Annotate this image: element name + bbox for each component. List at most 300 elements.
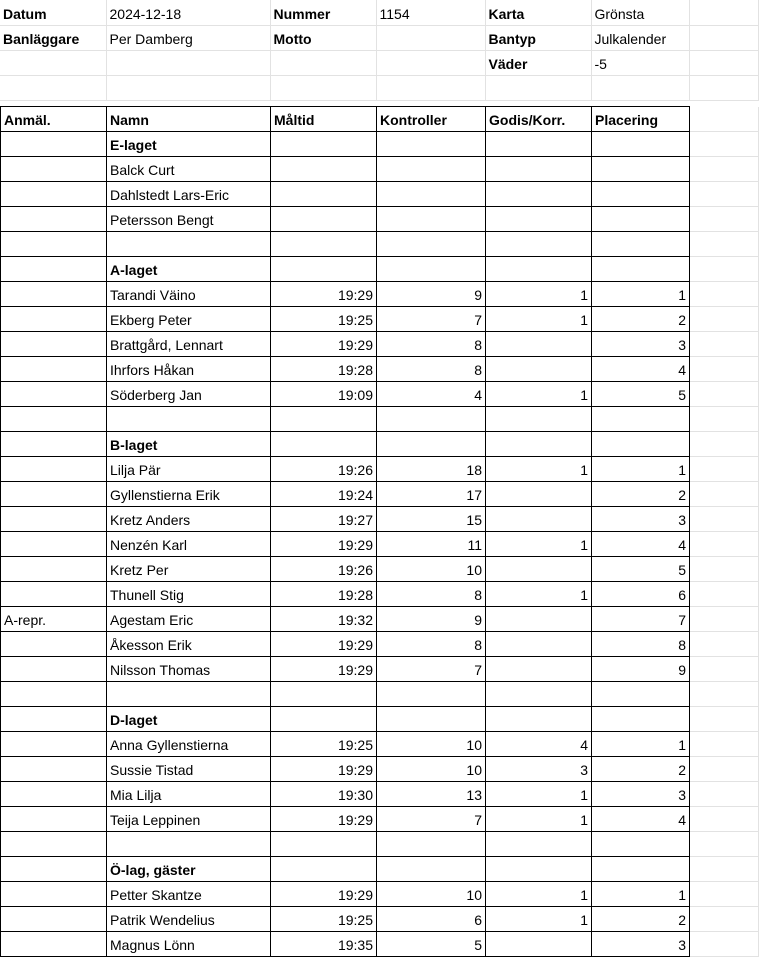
godis-cell[interactable]: 1 (486, 307, 592, 332)
namn-cell[interactable]: Anna Gyllenstierna (107, 732, 271, 757)
maltid-cell[interactable] (271, 857, 377, 882)
maltid-cell[interactable] (271, 707, 377, 732)
godis-cell[interactable]: 1 (486, 457, 592, 482)
namn-cell[interactable] (107, 682, 271, 707)
empty-cell[interactable] (690, 482, 759, 507)
godis-cell[interactable] (486, 557, 592, 582)
table-row (1, 907, 759, 932)
maltid-cell[interactable] (271, 257, 377, 282)
table-row (1, 807, 759, 832)
namn-cell[interactable]: Mia Lilja (107, 782, 271, 807)
table-row (1, 832, 759, 857)
empty-cell[interactable] (376, 75, 485, 100)
namn-cell[interactable]: Dahlstedt Lars-Eric (107, 182, 271, 207)
empty-cell[interactable] (690, 207, 759, 232)
kontroller-cell[interactable]: 7 (377, 307, 486, 332)
namn-cell[interactable]: Agestam Eric (107, 607, 271, 632)
anmal-cell[interactable] (1, 907, 107, 932)
vader-label[interactable]: Väder (485, 50, 591, 75)
empty-cell[interactable] (690, 182, 759, 207)
anmal-cell[interactable] (1, 782, 107, 807)
namn-cell[interactable]: D-laget (107, 707, 271, 732)
namn-cell[interactable]: Petersson Bengt (107, 207, 271, 232)
placering-cell[interactable]: 2 (592, 482, 690, 507)
kontroller-cell[interactable]: 8 (377, 332, 486, 357)
karta-label[interactable]: Karta (485, 0, 591, 25)
maltid-cell[interactable]: 19:30 (271, 782, 377, 807)
empty-cell[interactable] (690, 857, 759, 882)
kontroller-cell[interactable]: 10 (377, 557, 486, 582)
maltid-cell[interactable] (271, 432, 377, 457)
empty-cell[interactable] (689, 75, 758, 100)
empty-cell[interactable] (690, 632, 759, 657)
empty-cell[interactable] (690, 507, 759, 532)
column-header-namn[interactable]: Namn (107, 107, 271, 132)
godis-cell[interactable] (486, 607, 592, 632)
kontroller-cell[interactable] (377, 707, 486, 732)
anmal-cell[interactable] (1, 182, 107, 207)
kontroller-cell[interactable]: 9 (377, 282, 486, 307)
kontroller-cell[interactable]: 8 (377, 582, 486, 607)
godis-cell[interactable] (486, 157, 592, 182)
anmal-cell[interactable] (1, 882, 107, 907)
kontroller-cell[interactable]: 9 (377, 607, 486, 632)
kontroller-cell[interactable]: 6 (377, 907, 486, 932)
column-header-maltid[interactable]: Måltid (271, 107, 377, 132)
empty-cell[interactable] (690, 582, 759, 607)
anmal-cell[interactable] (1, 532, 107, 557)
table-row (1, 257, 759, 282)
maltid-cell[interactable]: 19:29 (271, 657, 377, 682)
table-row (1, 682, 759, 707)
maltid-cell[interactable]: 19:25 (271, 907, 377, 932)
namn-cell[interactable]: Brattgård, Lennart (107, 332, 271, 357)
table-row (1, 432, 759, 457)
maltid-cell[interactable]: 19:29 (271, 282, 377, 307)
namn-cell[interactable]: E-laget (107, 132, 271, 157)
empty-cell[interactable] (690, 832, 759, 857)
kontroller-cell[interactable] (377, 432, 486, 457)
placering-cell[interactable] (592, 157, 690, 182)
table-row (1, 882, 759, 907)
placering-cell[interactable] (592, 182, 690, 207)
godis-cell[interactable] (486, 932, 592, 957)
empty-cell[interactable] (690, 282, 759, 307)
placering-cell[interactable] (592, 832, 690, 857)
godis-cell[interactable]: 1 (486, 907, 592, 932)
placering-cell[interactable]: 3 (592, 507, 690, 532)
kontroller-cell[interactable]: 10 (377, 757, 486, 782)
empty-cell[interactable] (690, 407, 759, 432)
anmal-cell[interactable] (1, 307, 107, 332)
namn-cell[interactable]: Balck Curt (107, 157, 271, 182)
placering-cell[interactable]: 3 (592, 332, 690, 357)
maltid-cell[interactable]: 19:26 (271, 457, 377, 482)
kontroller-cell[interactable] (377, 182, 486, 207)
anmal-cell[interactable] (1, 482, 107, 507)
placering-cell[interactable] (592, 257, 690, 282)
empty-cell[interactable] (689, 25, 758, 50)
table-row (1, 382, 759, 407)
empty-cell[interactable] (690, 757, 759, 782)
maltid-cell[interactable]: 19:26 (271, 557, 377, 582)
banlaggare-value[interactable]: Per Damberg (106, 25, 270, 50)
maltid-cell[interactable]: 19:35 (271, 932, 377, 957)
maltid-cell[interactable]: 19:29 (271, 882, 377, 907)
godis-cell[interactable] (486, 332, 592, 357)
column-header-placering[interactable]: Placering (592, 107, 690, 132)
empty-cell[interactable] (690, 232, 759, 257)
kontroller-cell[interactable] (377, 857, 486, 882)
namn-cell[interactable]: Magnus Lönn (107, 932, 271, 957)
anmal-cell[interactable] (1, 207, 107, 232)
table-row (1, 532, 759, 557)
empty-cell[interactable] (0, 50, 106, 75)
godis-cell[interactable] (486, 857, 592, 882)
table-row (1, 407, 759, 432)
maltid-cell[interactable]: 19:28 (271, 582, 377, 607)
kontroller-cell[interactable] (377, 832, 486, 857)
empty-cell[interactable] (690, 357, 759, 382)
maltid-cell[interactable]: 19:25 (271, 307, 377, 332)
godis-cell[interactable] (486, 682, 592, 707)
kontroller-cell[interactable] (377, 682, 486, 707)
namn-cell[interactable] (107, 832, 271, 857)
placering-cell[interactable]: 1 (592, 457, 690, 482)
kontroller-cell[interactable]: 7 (377, 657, 486, 682)
placering-cell[interactable] (592, 682, 690, 707)
empty-cell[interactable] (690, 607, 759, 632)
godis-cell[interactable]: 1 (486, 282, 592, 307)
namn-cell[interactable]: Kretz Per (107, 557, 271, 582)
table-row (1, 132, 759, 157)
placering-cell[interactable]: 8 (592, 632, 690, 657)
table-row (1, 932, 759, 957)
empty-cell[interactable] (690, 882, 759, 907)
kontroller-cell[interactable] (377, 257, 486, 282)
karta-value[interactable]: Grönsta (591, 0, 689, 25)
placering-cell[interactable]: 1 (592, 732, 690, 757)
namn-cell[interactable]: Nilsson Thomas (107, 657, 271, 682)
table-row (1, 632, 759, 657)
kontroller-cell[interactable]: 10 (377, 732, 486, 757)
column-header-anmal[interactable]: Anmäl. (1, 107, 107, 132)
placering-cell[interactable]: 3 (592, 932, 690, 957)
empty-cell[interactable] (270, 50, 376, 75)
empty-cell[interactable] (690, 657, 759, 682)
kontroller-cell[interactable] (377, 157, 486, 182)
table-row (1, 507, 759, 532)
godis-cell[interactable] (486, 707, 592, 732)
namn-cell[interactable] (107, 232, 271, 257)
table-row (1, 557, 759, 582)
bantyp-label[interactable]: Bantyp (485, 25, 591, 50)
namn-cell[interactable]: B-laget (107, 432, 271, 457)
placering-cell[interactable]: 5 (592, 382, 690, 407)
maltid-cell[interactable] (271, 157, 377, 182)
empty-cell[interactable] (690, 457, 759, 482)
anmal-cell[interactable] (1, 582, 107, 607)
empty-cell[interactable] (106, 75, 270, 100)
table-row (1, 482, 759, 507)
placering-cell[interactable]: 3 (592, 782, 690, 807)
namn-cell[interactable]: Åkesson Erik (107, 632, 271, 657)
maltid-cell[interactable] (271, 232, 377, 257)
godis-cell[interactable]: 1 (486, 807, 592, 832)
table-row (1, 732, 759, 757)
namn-cell[interactable]: Ekberg Peter (107, 307, 271, 332)
namn-cell[interactable]: Gyllenstierna Erik (107, 482, 271, 507)
placering-cell[interactable] (592, 207, 690, 232)
namn-cell[interactable]: Tarandi Väino (107, 282, 271, 307)
placering-cell[interactable]: 4 (592, 357, 690, 382)
empty-cell[interactable] (690, 432, 759, 457)
anmal-cell[interactable] (1, 357, 107, 382)
placering-cell[interactable] (592, 432, 690, 457)
maltid-cell[interactable]: 19:09 (271, 382, 377, 407)
empty-cell[interactable] (690, 332, 759, 357)
godis-cell[interactable] (486, 432, 592, 457)
empty-cell[interactable] (690, 807, 759, 832)
godis-cell[interactable]: 4 (486, 732, 592, 757)
maltid-cell[interactable]: 19:29 (271, 532, 377, 557)
datum-label[interactable]: Datum (0, 0, 106, 25)
column-header-godis[interactable]: Godis/Korr. (486, 107, 592, 132)
maltid-cell[interactable]: 19:24 (271, 482, 377, 507)
empty-cell[interactable] (690, 257, 759, 282)
table-row (1, 282, 759, 307)
namn-cell[interactable]: Lilja Pär (107, 457, 271, 482)
empty-cell[interactable] (690, 682, 759, 707)
maltid-cell[interactable]: 19:27 (271, 507, 377, 532)
kontroller-cell[interactable]: 11 (377, 532, 486, 557)
motto-label[interactable]: Motto (270, 25, 376, 50)
table-row (1, 182, 759, 207)
anmal-cell[interactable] (1, 832, 107, 857)
kontroller-cell[interactable]: 13 (377, 782, 486, 807)
empty-cell[interactable] (690, 157, 759, 182)
kontroller-cell[interactable] (377, 232, 486, 257)
motto-value[interactable] (376, 25, 485, 50)
kontroller-cell[interactable]: 8 (377, 357, 486, 382)
anmal-cell[interactable] (1, 407, 107, 432)
empty-cell[interactable] (690, 107, 759, 132)
kontroller-cell[interactable] (377, 207, 486, 232)
namn-cell[interactable]: Patrik Wendelius (107, 907, 271, 932)
godis-cell[interactable] (486, 657, 592, 682)
namn-cell[interactable]: Söderberg Jan (107, 382, 271, 407)
godis-cell[interactable] (486, 632, 592, 657)
godis-cell[interactable] (486, 232, 592, 257)
anmal-cell[interactable] (1, 932, 107, 957)
namn-cell[interactable]: Nenzén Karl (107, 532, 271, 557)
placering-cell[interactable]: 6 (592, 582, 690, 607)
table-row (1, 582, 759, 607)
empty-cell[interactable] (376, 50, 485, 75)
empty-cell[interactable] (690, 907, 759, 932)
table-row (1, 332, 759, 357)
namn-cell[interactable]: Kretz Anders (107, 507, 271, 532)
placering-cell[interactable]: 4 (592, 532, 690, 557)
placering-cell[interactable]: 4 (592, 807, 690, 832)
vader-value[interactable]: -5 (591, 50, 689, 75)
anmal-cell[interactable] (1, 657, 107, 682)
godis-cell[interactable]: 1 (486, 382, 592, 407)
anmal-cell[interactable] (1, 757, 107, 782)
kontroller-cell[interactable]: 17 (377, 482, 486, 507)
namn-cell[interactable] (107, 407, 271, 432)
empty-cell[interactable] (690, 132, 759, 157)
namn-cell[interactable]: Petter Skantze (107, 882, 271, 907)
namn-cell[interactable]: Sussie Tistad (107, 757, 271, 782)
maltid-cell[interactable] (271, 832, 377, 857)
godis-cell[interactable] (486, 132, 592, 157)
placering-cell[interactable] (592, 707, 690, 732)
maltid-cell[interactable] (271, 132, 377, 157)
namn-cell[interactable]: Thunell Stig (107, 582, 271, 607)
table-row (1, 657, 759, 682)
table-row (1, 357, 759, 382)
namn-cell[interactable]: A-laget (107, 257, 271, 282)
maltid-cell[interactable]: 19:29 (271, 757, 377, 782)
table-row (1, 457, 759, 482)
godis-cell[interactable]: 1 (486, 782, 592, 807)
anmal-cell[interactable] (1, 332, 107, 357)
table-row (1, 707, 759, 732)
placering-cell[interactable]: 1 (592, 282, 690, 307)
godis-cell[interactable] (486, 832, 592, 857)
godis-cell[interactable] (486, 257, 592, 282)
anmal-cell[interactable] (1, 132, 107, 157)
anmal-cell[interactable] (1, 682, 107, 707)
godis-cell[interactable]: 1 (486, 882, 592, 907)
maltid-cell[interactable]: 19:28 (271, 357, 377, 382)
anmal-cell[interactable] (1, 732, 107, 757)
placering-cell[interactable]: 2 (592, 907, 690, 932)
empty-cell[interactable] (690, 532, 759, 557)
anmal-cell[interactable] (1, 807, 107, 832)
namn-cell[interactable]: Teija Leppinen (107, 807, 271, 832)
placering-cell[interactable]: 2 (592, 757, 690, 782)
empty-cell[interactable] (689, 50, 758, 75)
kontroller-cell[interactable] (377, 407, 486, 432)
placering-cell[interactable] (592, 232, 690, 257)
anmal-cell[interactable] (1, 282, 107, 307)
namn-cell[interactable]: Ihrfors Håkan (107, 357, 271, 382)
empty-cell[interactable] (689, 0, 758, 25)
anmal-cell[interactable] (1, 632, 107, 657)
kontroller-cell[interactable]: 7 (377, 807, 486, 832)
anmal-cell[interactable]: A-repr. (1, 607, 107, 632)
maltid-cell[interactable] (271, 407, 377, 432)
bantyp-value[interactable]: Julkalender (591, 25, 689, 50)
empty-cell[interactable] (690, 557, 759, 582)
empty-cell[interactable] (591, 75, 689, 100)
empty-cell[interactable] (690, 732, 759, 757)
kontroller-cell[interactable]: 18 (377, 457, 486, 482)
empty-cell[interactable] (690, 307, 759, 332)
godis-cell[interactable]: 3 (486, 757, 592, 782)
anmal-cell[interactable] (1, 382, 107, 407)
placering-cell[interactable]: 1 (592, 882, 690, 907)
kontroller-cell[interactable] (377, 132, 486, 157)
godis-cell[interactable]: 1 (486, 582, 592, 607)
anmal-cell[interactable] (1, 707, 107, 732)
placering-cell[interactable]: 2 (592, 307, 690, 332)
nummer-label[interactable]: Nummer (270, 0, 376, 25)
anmal-cell[interactable] (1, 232, 107, 257)
placering-cell[interactable]: 7 (592, 607, 690, 632)
maltid-cell[interactable] (271, 182, 377, 207)
anmal-cell[interactable] (1, 507, 107, 532)
placering-cell[interactable]: 9 (592, 657, 690, 682)
godis-cell[interactable] (486, 482, 592, 507)
empty-cell[interactable] (0, 75, 106, 100)
kontroller-cell[interactable]: 8 (377, 632, 486, 657)
kontroller-cell[interactable]: 10 (377, 882, 486, 907)
empty-cell[interactable] (106, 50, 270, 75)
placering-cell[interactable]: 5 (592, 557, 690, 582)
placering-cell[interactable] (592, 407, 690, 432)
maltid-cell[interactable] (271, 207, 377, 232)
kontroller-cell[interactable]: 4 (377, 382, 486, 407)
nummer-value[interactable]: 1154 (376, 0, 485, 25)
anmal-cell[interactable] (1, 457, 107, 482)
godis-cell[interactable] (486, 407, 592, 432)
table-row (1, 307, 759, 332)
kontroller-cell[interactable]: 15 (377, 507, 486, 532)
godis-cell[interactable] (486, 207, 592, 232)
godis-cell[interactable] (486, 507, 592, 532)
column-header-kontroller[interactable]: Kontroller (377, 107, 486, 132)
banlaggare-label[interactable]: Banläggare (0, 25, 106, 50)
placering-cell[interactable] (592, 857, 690, 882)
anmal-cell[interactable] (1, 157, 107, 182)
anmal-cell[interactable] (1, 432, 107, 457)
godis-cell[interactable] (486, 182, 592, 207)
godis-cell[interactable]: 1 (486, 532, 592, 557)
namn-cell[interactable]: Ö-lag, gäster (107, 857, 271, 882)
empty-cell[interactable] (485, 75, 591, 100)
anmal-cell[interactable] (1, 257, 107, 282)
table-row (1, 782, 759, 807)
table-row (1, 157, 759, 182)
table-row (1, 232, 759, 257)
maltid-cell[interactable]: 19:29 (271, 632, 377, 657)
empty-cell[interactable] (690, 707, 759, 732)
maltid-cell[interactable]: 19:32 (271, 607, 377, 632)
anmal-cell[interactable] (1, 857, 107, 882)
empty-cell[interactable] (690, 782, 759, 807)
maltid-cell[interactable]: 19:29 (271, 807, 377, 832)
table-row (1, 857, 759, 882)
maltid-cell[interactable] (271, 682, 377, 707)
empty-cell[interactable] (270, 75, 376, 100)
godis-cell[interactable] (486, 357, 592, 382)
table-row (1, 607, 759, 632)
placering-cell[interactable] (592, 132, 690, 157)
kontroller-cell[interactable]: 5 (377, 932, 486, 957)
maltid-cell[interactable]: 19:25 (271, 732, 377, 757)
table-row (1, 207, 759, 232)
header-block (0, 0, 759, 101)
empty-cell[interactable] (690, 932, 759, 957)
empty-cell[interactable] (690, 382, 759, 407)
maltid-cell[interactable]: 19:29 (271, 332, 377, 357)
anmal-cell[interactable] (1, 557, 107, 582)
datum-value[interactable]: 2024-12-18 (106, 0, 270, 25)
table-row (1, 757, 759, 782)
